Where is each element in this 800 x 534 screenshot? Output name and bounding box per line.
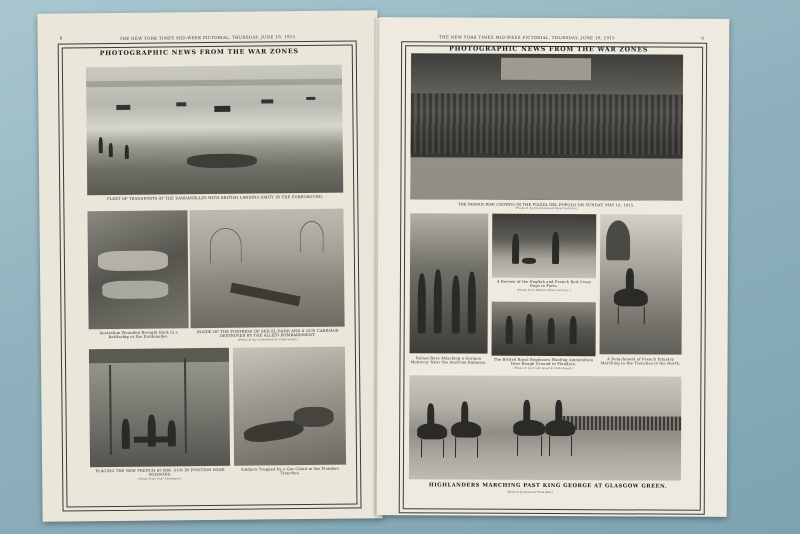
detachment-caption: A Detachment of French Infantry Marching to the Trenches in the North. — [600, 357, 681, 367]
fortress-caption — [191, 329, 345, 344]
fortress-photo — [189, 209, 344, 329]
roman-caption — [410, 202, 682, 212]
review-caption — [492, 280, 596, 294]
right-running-head: THE NEW YORK TIMES MID-WEEK PICTORIAL, THURSDAY, JUNE 10, 1915 — [439, 34, 616, 41]
left-page — [37, 10, 382, 522]
review-caption-text: A Review of the English and French Red Cross Dogs in Paris. — [496, 279, 591, 289]
left-section-title: PHOTOGRAPHIC NEWS FROM THE WAR ZONES — [99, 48, 299, 58]
wounded-caption: Australian Wounded Brought Back in a Battleship at the Dardanelles. — [99, 330, 178, 340]
dardanelles-photo — [86, 65, 343, 196]
french-gun-photo — [89, 348, 230, 467]
engineers-credit: (Photo © by Underwood & Underwood.) — [513, 366, 574, 370]
highlanders-caption: HIGHLANDERS MARCHING PAST KING GEORGE AT GLASGOW GREEN. — [428, 482, 668, 490]
royal-engineers-photo — [492, 302, 596, 357]
italian-caption: Italian Boys Attacking a German Motorcar Near the Austrian Embassy. — [410, 356, 487, 366]
left-page-number: 8 — [59, 35, 63, 41]
highlanders-credit: (Photo © by American Press Assn.) — [506, 490, 554, 495]
fortress-credit: (Photo © by Underwood & Underwood.) — [237, 337, 298, 342]
wounded-soldiers-photo — [87, 210, 188, 329]
left-running-head: THE NEW YORK TIMES MID-WEEK PICTORIAL, THURSDAY, JUNE 10, 1915 — [119, 34, 296, 41]
engineers-caption — [491, 358, 595, 372]
gas-cloud-soldiers-photo — [233, 347, 346, 466]
soldiers-caption: Soldiers Trapped by a Gas Cloud in the Flanders Trenches. — [241, 466, 340, 476]
roman-caption-text: THE ROMAN WAR CROWDS IN THE PIAZZA DEL POPOLO ON SUNDAY, MAY 16, 1915. — [457, 202, 635, 208]
highlanders-photo — [409, 375, 682, 480]
roman-crowd-photo — [410, 53, 683, 200]
right-page — [377, 17, 730, 517]
right-page-number: 9 — [701, 35, 704, 41]
italian-boys-photo — [410, 213, 489, 353]
dardanelles-caption: FLEET OF TRANSPORTS AT THE DARDANELLES WITH BRITISH LANDING PARTY IN THE FOREGROUND. — [107, 194, 324, 202]
roman-credit: (Photo © by International News Service.) — [514, 207, 578, 211]
review-credit: (Photo from Medem Photo Service.) — [516, 288, 571, 292]
red-cross-dogs-photo — [492, 214, 596, 279]
gun-credit: (Photo from Paul Thompson.) — [138, 477, 183, 481]
gun-caption-text: PLACING THE NEW FRENCH 65 MM. GUN IN POSITION NEAR SOISSONS. — [95, 467, 225, 478]
right-section-title: PHOTOGRAPHIC NEWS FROM THE WAR ZONES — [449, 45, 649, 54]
gun-caption — [90, 468, 230, 483]
engineers-caption-text: The British Royal Engineers Hauling Ammunition Over Rough Ground in Flanders. — [493, 357, 594, 367]
fortress-caption-text: INSIDE OF THE FORTRESS OF SED-EL-BAHR AND A GUN CARRIAGE DESTROYED BY THE ALLIED BOMBARDMENT. — [196, 328, 339, 339]
french-infantry-photo — [600, 214, 683, 354]
